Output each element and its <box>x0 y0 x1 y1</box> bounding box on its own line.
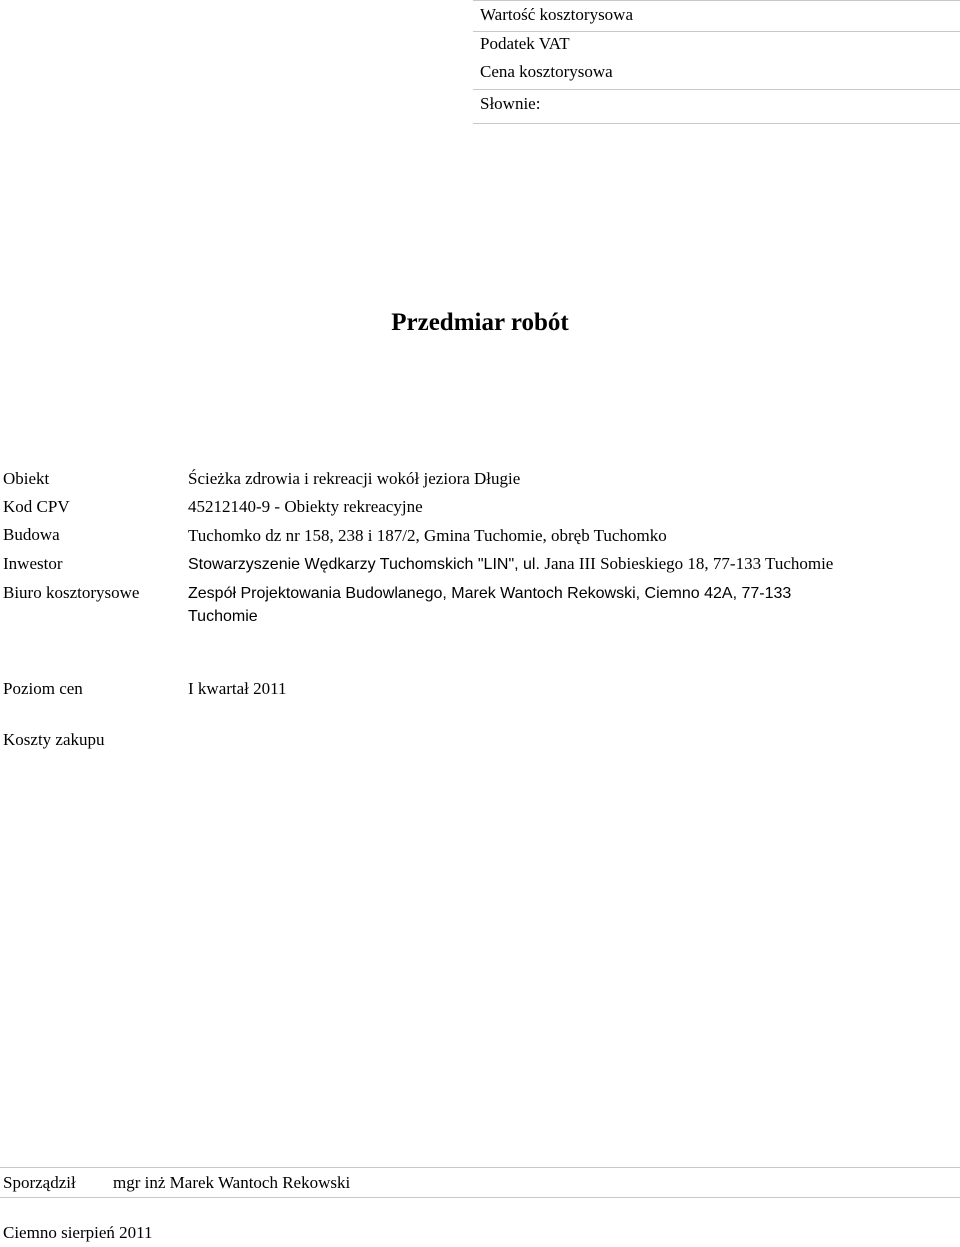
inwestor-value <box>188 554 833 574</box>
budowa-label: Budowa <box>3 525 60 544</box>
kod-cpv-label: Kod CPV <box>3 497 70 516</box>
footer-divider <box>0 1197 960 1198</box>
poziom-cen-label: Poziom cen <box>3 679 83 698</box>
place-date: Ciemno sierpień 2011 <box>3 1223 153 1242</box>
page-title: Przedmiar robót <box>391 309 569 336</box>
biuro-value-line2 <box>188 606 258 626</box>
biuro-value-text: Zespół Projektowania Budowlanego, Marek Wantoch Rekowski, Ciemno 42A, 77-133 <box>188 585 792 602</box>
summary-bottom-border <box>473 123 960 124</box>
inwestor-value-part2: Jana III Sobieskiego 18, 77-133 Tuchomie <box>544 554 834 573</box>
summary-divider <box>473 89 960 90</box>
wartosc-kosztorysowa-label: Wartość kosztorysowa <box>480 5 634 24</box>
podatek-vat-label: Podatek VAT <box>480 34 570 53</box>
sporzadzil-value: mgr inż Marek Wantoch Rekowski <box>113 1173 351 1192</box>
inwestor-label: Inwestor <box>3 554 63 573</box>
koszty-zakupu-label: Koszty zakupu <box>3 730 105 749</box>
obiekt-value: Ścieżka zdrowia i rekreacji wokół jeziora Długie <box>188 469 521 488</box>
cena-kosztorysowa-label: Cena kosztorysowa <box>480 62 613 81</box>
biuro-label: Biuro kosztorysowe <box>3 583 140 602</box>
poziom-cen-value: I kwartał 2011 <box>188 679 287 698</box>
summary-divider <box>473 31 960 32</box>
footer-top-border <box>0 1167 960 1168</box>
summary-top-border <box>473 0 960 1</box>
slownie-label: Słownie: <box>480 94 541 113</box>
biuro-value-line1 <box>188 583 791 603</box>
biuro-value-text-cont: Tuchomie <box>188 608 258 625</box>
budowa-value: Tuchomko dz nr 158, 238 i 187/2, Gmina Tuchomie, obręb Tuchomko <box>188 526 667 545</box>
obiekt-label: Obiekt <box>3 469 50 488</box>
inwestor-value-part1: Stowarzyszenie Wędkarzy Tuchomskich "LIN", ul. <box>188 556 545 573</box>
sporzadzil-label: Sporządził <box>3 1173 76 1192</box>
kod-cpv-value: 45212140-9 - Obiekty rekreacyjne <box>188 497 423 516</box>
